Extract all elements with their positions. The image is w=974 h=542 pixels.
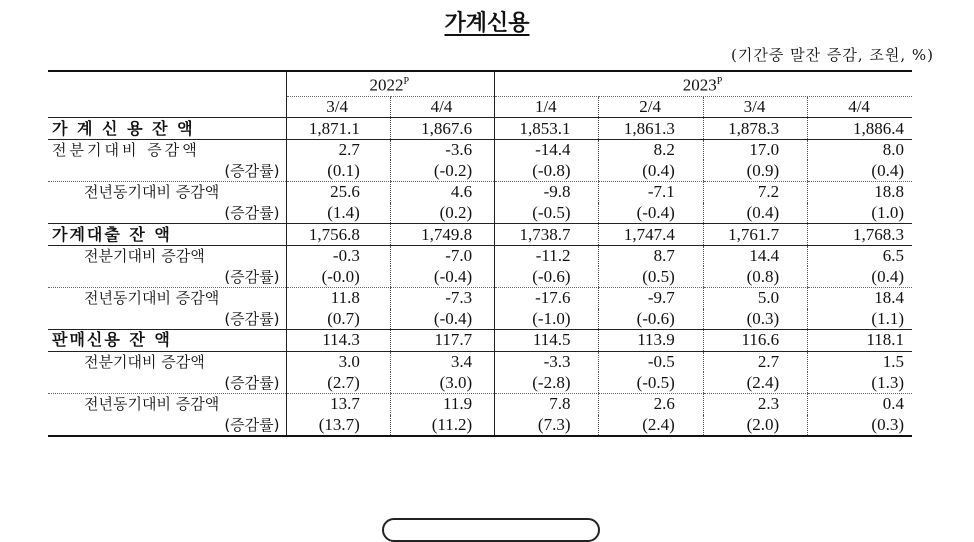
table-cell: (-0.4): [599, 203, 703, 224]
table-row: [48, 160, 912, 181]
table-cell: -7.1: [599, 182, 703, 203]
table-cell: 1,747.4: [599, 224, 703, 246]
table-cell: (2.7): [286, 372, 390, 393]
table-cell: (2.4): [599, 415, 703, 437]
table-cell: (-0.0): [286, 266, 390, 287]
table-row: [48, 415, 912, 437]
rate-label: (증감률): [48, 266, 286, 287]
rate-label: (증감률): [48, 415, 286, 437]
table-cell: (-1.0): [495, 309, 599, 330]
table-cell: (1.1): [808, 309, 912, 330]
table-cell: (1.0): [808, 203, 912, 224]
table-cell: (0.4): [599, 160, 703, 181]
table-row: [48, 372, 912, 393]
table-cell: -11.2: [495, 245, 599, 266]
table-cell: 7.2: [703, 182, 807, 203]
table-cell: 2.3: [703, 393, 807, 414]
table-cell: (0.2): [390, 203, 494, 224]
table-cell: 1,853.1: [495, 118, 599, 140]
sub-label: 전분기대비 증감액: [84, 353, 205, 372]
table-cell: (2.4): [703, 372, 807, 393]
table-cell: 7.8: [495, 393, 599, 414]
section-label: 판매신용 잔 액: [48, 330, 286, 352]
table-cell: 1,878.3: [703, 118, 807, 140]
table-cell: 5.0: [703, 288, 807, 309]
table-row: [48, 393, 912, 414]
table-cell: (1.4): [286, 203, 390, 224]
table-cell: 14.4: [703, 245, 807, 266]
header-corner: [48, 71, 286, 96]
table-cell: -14.4: [495, 139, 599, 160]
table-cell: 1,756.8: [286, 224, 390, 246]
table-cell: (1.3): [808, 372, 912, 393]
table-cell: 118.1: [808, 330, 912, 352]
table-cell: (0.8): [703, 266, 807, 287]
quarter-header: 4/4: [390, 96, 494, 118]
quarter-header: 2/4: [599, 96, 703, 118]
table-cell: 114.5: [495, 330, 599, 352]
year-header-2023: $2023^P$: [495, 71, 912, 96]
household-credit-table: [48, 70, 912, 437]
table-cell: 18.8: [808, 182, 912, 203]
table-row: [48, 203, 912, 224]
table-cell: (-0.8): [495, 160, 599, 181]
table-cell: -0.5: [599, 351, 703, 372]
table-cell: 114.3: [286, 330, 390, 352]
section-label: 가계대출 잔 액: [48, 224, 286, 246]
quarter-header: 1/4: [495, 96, 599, 118]
table-cell: 2.7: [703, 351, 807, 372]
table-cell: 1,871.1: [286, 118, 390, 140]
table-cell: (0.3): [808, 415, 912, 437]
section-label: 가 계 신 용 잔 액: [48, 118, 286, 140]
quarter-header-row: [48, 96, 912, 118]
table-cell: (-0.5): [599, 372, 703, 393]
table-cell: 25.6: [286, 182, 390, 203]
quarter-header: 4/4: [808, 96, 912, 118]
table-cell: 3.4: [390, 351, 494, 372]
table-row: [48, 224, 912, 246]
table-row: [48, 288, 912, 309]
table-row: [48, 266, 912, 287]
table-cell: 13.7: [286, 393, 390, 414]
table-cell: 1,861.3: [599, 118, 703, 140]
table-cell: (-0.4): [390, 309, 494, 330]
table-cell: 113.9: [599, 330, 703, 352]
table-cell: (7.3): [495, 415, 599, 437]
table-cell: 1,886.4: [808, 118, 912, 140]
table-cell: (3.0): [390, 372, 494, 393]
rate-label: (증감률): [48, 309, 286, 330]
table-cell: 8.0: [808, 139, 912, 160]
table-cell: 4.6: [390, 182, 494, 203]
table-row: [48, 245, 912, 266]
table-cell: (0.4): [808, 266, 912, 287]
table-cell: 0.4: [808, 393, 912, 414]
table-cell: 17.0: [703, 139, 807, 160]
table-cell: (-2.8): [495, 372, 599, 393]
table-cell: 1,867.6: [390, 118, 494, 140]
table-row: [48, 182, 912, 203]
table-cell: 8.2: [599, 139, 703, 160]
table-row: [48, 139, 912, 160]
table-cell: 117.7: [390, 330, 494, 352]
table-cell: (0.4): [808, 160, 912, 181]
table-cell: 1,738.7: [495, 224, 599, 246]
table-cell: 116.6: [703, 330, 807, 352]
sub-label: 전년동기대비 증감액: [84, 395, 220, 414]
table-cell: 1,768.3: [808, 224, 912, 246]
table-cell: 2.7: [286, 139, 390, 160]
table-row: [48, 118, 912, 140]
table-cell: -3.6: [390, 139, 494, 160]
document-title: 가계신용: [444, 11, 530, 36]
table-cell: -3.3: [495, 351, 599, 372]
table-cell: 1.5: [808, 351, 912, 372]
bottom-tab: [382, 518, 600, 542]
table-cell: (-0.5): [495, 203, 599, 224]
table-row: [48, 330, 912, 352]
table-cell: -17.6: [495, 288, 599, 309]
table-cell: (0.9): [703, 160, 807, 181]
table-row: [48, 351, 912, 372]
table-cell: 6.5: [808, 245, 912, 266]
rate-label: (증감률): [48, 160, 286, 181]
table-cell: (0.3): [703, 309, 807, 330]
sub-label: 전분기대비 증감액: [84, 247, 205, 266]
table-cell: (-0.2): [390, 160, 494, 181]
table-cell: (-0.6): [495, 266, 599, 287]
table-cell: -9.7: [599, 288, 703, 309]
table-cell: -7.3: [390, 288, 494, 309]
table-cell: (0.1): [286, 160, 390, 181]
unit-note: (기간중 말잔 증감, 조원, %): [731, 46, 934, 64]
table-cell: 18.4: [808, 288, 912, 309]
year-header-2022: $2022^P$: [286, 71, 495, 96]
table-cell: 11.9: [390, 393, 494, 414]
sub-label: 전분기대비 증감액: [52, 141, 200, 160]
table-cell: 1,761.7: [703, 224, 807, 246]
table-cell: (-0.4): [390, 266, 494, 287]
sub-label: 전년동기대비 증감액: [84, 289, 220, 308]
quarter-header: 3/4: [703, 96, 807, 118]
header-corner-lower: [48, 96, 286, 118]
table-cell: 1,749.8: [390, 224, 494, 246]
table-cell: -7.0: [390, 245, 494, 266]
quarter-header: 3/4: [286, 96, 390, 118]
table-cell: (-0.6): [599, 309, 703, 330]
rate-label: (증감률): [48, 203, 286, 224]
table-cell: -9.8: [495, 182, 599, 203]
table-row: [48, 309, 912, 330]
table-cell: -0.3: [286, 245, 390, 266]
table-cell: (2.0): [703, 415, 807, 437]
year-header-row: [48, 71, 912, 96]
sub-label: 전년동기대비 증감액: [84, 183, 220, 202]
table-cell: (13.7): [286, 415, 390, 437]
table-cell: (11.2): [390, 415, 494, 437]
table-cell: (0.5): [599, 266, 703, 287]
table-cell: 3.0: [286, 351, 390, 372]
table-cell: (0.4): [703, 203, 807, 224]
table-cell: (0.7): [286, 309, 390, 330]
table-cell: 2.6: [599, 393, 703, 414]
table-cell: 8.7: [599, 245, 703, 266]
table-cell: 11.8: [286, 288, 390, 309]
rate-label: (증감률): [48, 372, 286, 393]
